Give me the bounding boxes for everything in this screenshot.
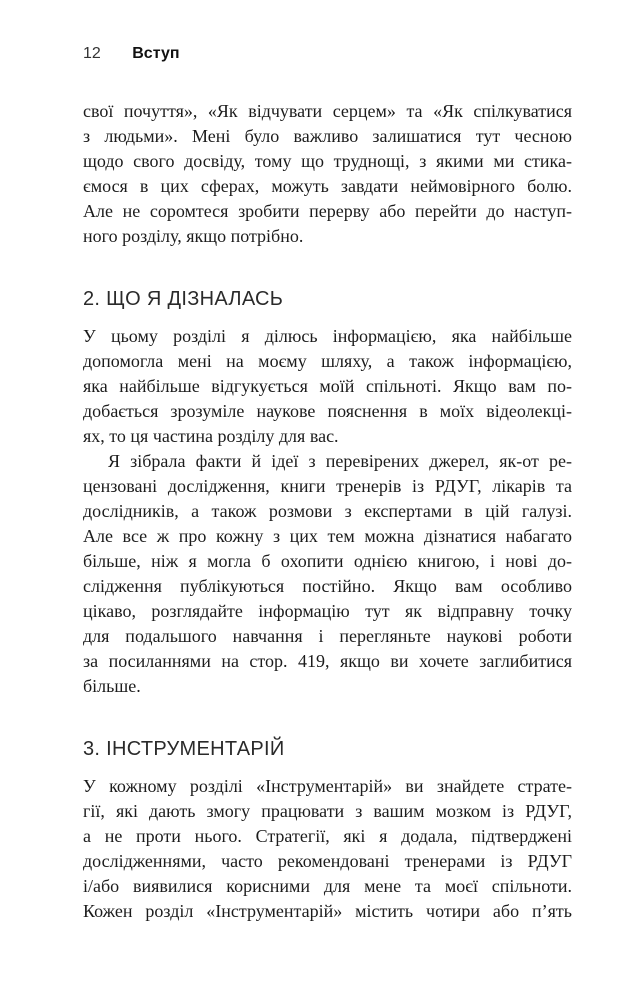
text-line: за посиланнями на стор. 419, якщо ви хочете заглибитися <box>83 651 572 671</box>
text-line: слідження публікуються постійно. Якщо вам особливо <box>83 576 572 596</box>
text-line: щодо свого досвіду, тому що труднощі, з якими ми стика- <box>83 151 572 171</box>
page-number: 12 <box>83 45 101 62</box>
text-line: і/або виявилися корисними для мене та моєї спільноти. <box>83 876 572 896</box>
text-line: ного розділу, якщо потрібно. <box>83 226 304 246</box>
section-heading: 3. ІНСТРУМЕНТАРІЙ <box>83 738 285 760</box>
text-line: допомогла мені на моєму шляху, а також інформацією, <box>83 351 572 371</box>
chapter-title: Вступ <box>132 45 180 62</box>
section-heading: 2. ЩО Я ДІЗНАЛАСЬ <box>83 288 284 310</box>
text-line: більше. <box>83 676 141 696</box>
text-line: більше, ніж я могла б охопити однією книгою, і нові до- <box>83 551 572 571</box>
text-line: Я зібрала факти й ідеї з перевірених джерел, як-от ре- <box>108 451 572 471</box>
text-line: цензовані дослідження, книги тренерів із РДУГ, лікарів та <box>83 476 572 496</box>
text-line: а не проти нього. Стратегії, які я додала, підтверджені <box>83 826 572 846</box>
text-line: У цьому розділі я ділюсь інформацією, яка найбільше <box>83 326 572 346</box>
text-line: свої почуття», «Як відчувати серцем» та «Як спілкуватися <box>83 101 572 121</box>
text-line: з людьми». Мені було важливо залишатися тут чесною <box>83 126 572 146</box>
text-line: для подальшого навчання і перегляньте наукові роботи <box>83 626 572 646</box>
paragraph <box>83 99 572 249</box>
text-line: дослідженнями, часто рекомендовані тренерами із РДУГ <box>83 851 572 871</box>
text-line: Кожен розділ «Інструментарій» містить чотири або п’ять <box>83 901 572 921</box>
text-line: дослідників, а також розмови з експертами в цій галузі. <box>83 501 572 521</box>
paragraph <box>83 449 572 699</box>
page-body <box>83 99 572 924</box>
running-header <box>83 44 572 64</box>
text-line: ємося в цих сферах, можуть завдати неймовірного болю. <box>83 176 572 196</box>
text-line: Але не соромтеся зробити перерву або перейти до наступ- <box>83 201 572 221</box>
text-line: добається зрозуміле наукове пояснення в моїх відеолекці- <box>83 401 572 421</box>
text-line: ях, то ця частина розділу для вас. <box>83 426 339 446</box>
text-line: цікаво, розглядайте інформацію тут як відправну точку <box>83 601 572 621</box>
text-line: У кожному розділі «Інструментарій» ви знайдете страте- <box>83 776 572 796</box>
text-line: яка найбільше відгукується моїй спільноті. Якщо вам по- <box>83 376 572 396</box>
text-line: гії, які дають змогу працювати з вашим мозком із РДУГ, <box>83 801 572 821</box>
text-line: Але все ж про кожну з цих тем можна дізнатися набагато <box>83 526 572 546</box>
paragraph <box>83 774 572 924</box>
paragraph <box>83 324 572 449</box>
